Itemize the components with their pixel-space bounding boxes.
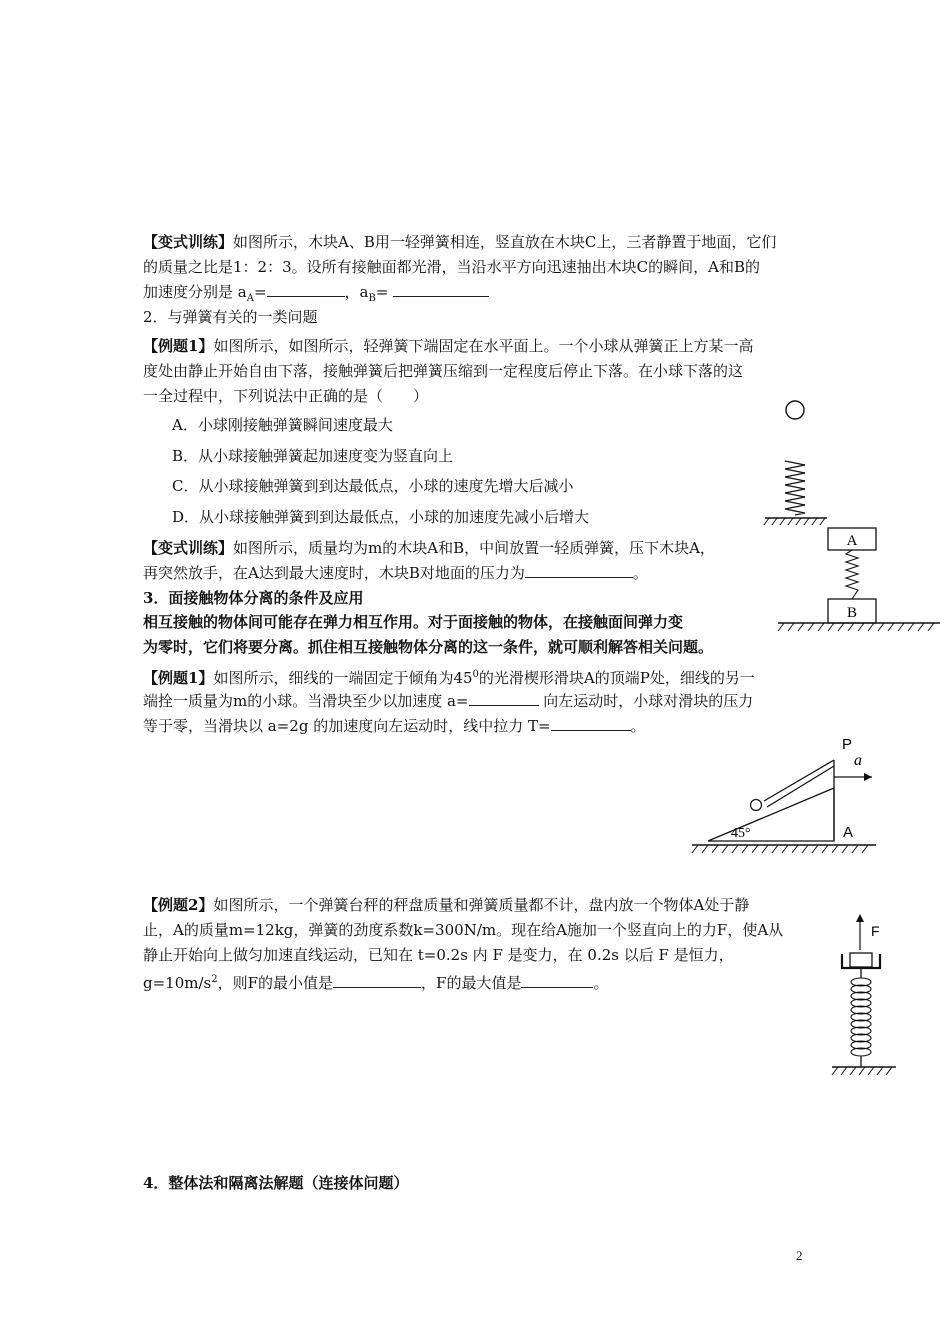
- answer-blank-fmax[interactable]: [521, 973, 593, 988]
- answer-blank-aA[interactable]: [267, 282, 345, 297]
- example4-line3: 静止开始向上做匀加速直线运动，已知在 t=0.2s 内 F 是变力，在 0.2s 以后 F 是恒力，: [143, 946, 734, 964]
- ball-spring-figure: [755, 393, 835, 528]
- example1-line2: 度处由静止开始自由下落，接触弹簧后把弹簧压缩到一定程度后停止下落。在小球下落的这: [143, 362, 744, 380]
- option-a[interactable]: A．小球刚接触弹簧瞬间速度最大: [172, 416, 393, 434]
- ground-hatch: [692, 845, 868, 853]
- option-b[interactable]: B．从小球接触弹簧起加速度变为竖直向上: [172, 447, 454, 465]
- wedge-figure: [688, 733, 880, 858]
- option-d[interactable]: D．从小球接触弹簧到到达最低点，小球的加速度先减小后增大: [172, 508, 590, 526]
- page-number: 2: [796, 1248, 803, 1263]
- block-b-label: B: [846, 605, 858, 621]
- section3-bold-line2: 为零时，它们将要分离。抓住相互接触物体分离的这一条件，就可顺利解答相关问题。: [143, 638, 714, 656]
- angle-label: 45°: [731, 826, 751, 841]
- example1-line3: 一全过程中，下列说法中正确的是（ ）: [143, 387, 429, 405]
- section3-title: 3．面接触物体分离的条件及应用: [143, 589, 364, 607]
- variant1-line3: 加速度分别是 $a_A=$ ，$a_B=$: [143, 282, 489, 309]
- example4-line2: 止，A的质量m=12kg，弹簧的劲度系数k=300N/m。现在给A施加一个竖直向上的力F，使A从: [143, 921, 784, 939]
- example4-line1: 【例题2】如图所示，一个弹簧台秤的秤盘质量和弹簧质量都不计，盘内放一个物体A处于静: [143, 896, 750, 914]
- answer-blank-tension[interactable]: [551, 716, 631, 731]
- spring-shape: [846, 550, 858, 599]
- section4-title: 4．整体法和隔离法解题（连接体问题）: [143, 1174, 409, 1192]
- blocks-spring-figure: [772, 525, 944, 637]
- answer-blank-fmin[interactable]: [333, 973, 421, 988]
- label-a-block: A: [843, 824, 854, 841]
- label-f: F: [871, 923, 880, 939]
- ground-hatch: [832, 1067, 892, 1075]
- variant2-line1: 【变式训练】如图所示，质量均为m的木块A和B，中间放置一轻质弹簧，压下木块A，: [143, 539, 715, 557]
- example4-line4: $g=10m/s^2$，则F的最小值是 ，F的最大值是 。: [143, 974, 609, 992]
- object-a: [850, 953, 872, 967]
- section3-bold-line1: 相互接触的物体间可能存在弹力相互作用。对于面接触的物体，在接触面间弹力变: [143, 613, 684, 631]
- example3-line3: 等于零，当滑块以 a=2g 的加速度向左运动时，线中拉力 T= 。: [143, 717, 646, 735]
- answer-blank-pressure[interactable]: [525, 563, 633, 578]
- example3-line2: 端拴一质量为m的小球。当滑块至少以加速度 a= 向左运动时，小球对滑块的压力: [143, 692, 754, 710]
- example3-line1: 【例题1】如图所示，细线的一端固定于倾角为$45^0$的光滑楔形滑块A的顶端P处，细线的另一: [143, 669, 755, 687]
- block-a-label: A: [846, 533, 858, 549]
- label-a-accel: a: [854, 752, 862, 769]
- ball-shape: [786, 401, 804, 419]
- ball-shape: [751, 800, 762, 811]
- ground-hatch: [778, 623, 934, 631]
- variant2-line2: 再突然放手，在A达到最大速度时，木块B对地面的压力为 。: [143, 564, 648, 582]
- spring-coils: [851, 978, 871, 1056]
- example1-line1: 【例题1】如图所示，如图所示，轻弹簧下端固定在水平面上。一个小球从弹簧正上方某一高: [143, 337, 754, 355]
- answer-blank-aB[interactable]: [393, 282, 489, 297]
- ground-hatch: [764, 518, 825, 525]
- variant1-line1: 【变式训练】如图所示，木块A、B用一轻弹簧相连，竖直放在木块C上，三者静置于地面，它们: [143, 233, 777, 251]
- variant1-line2: 的质量之比是1：2：3。设所有接触面都光滑，当沿水平方向迅速抽出木块C的瞬间，A和B的: [143, 258, 760, 276]
- spring-shape: [785, 461, 805, 515]
- option-c[interactable]: C．从小球接触弹簧到到达最低点，小球的速度先增大后减小: [172, 477, 574, 495]
- string-line: [764, 760, 834, 801]
- wedge-shape: [708, 788, 834, 841]
- spring-scale-figure: [828, 912, 902, 1080]
- section2-title: 2．与弹簧有关的一类问题: [143, 308, 318, 326]
- label-p: P: [842, 736, 853, 753]
- answer-blank-accel[interactable]: [469, 691, 539, 706]
